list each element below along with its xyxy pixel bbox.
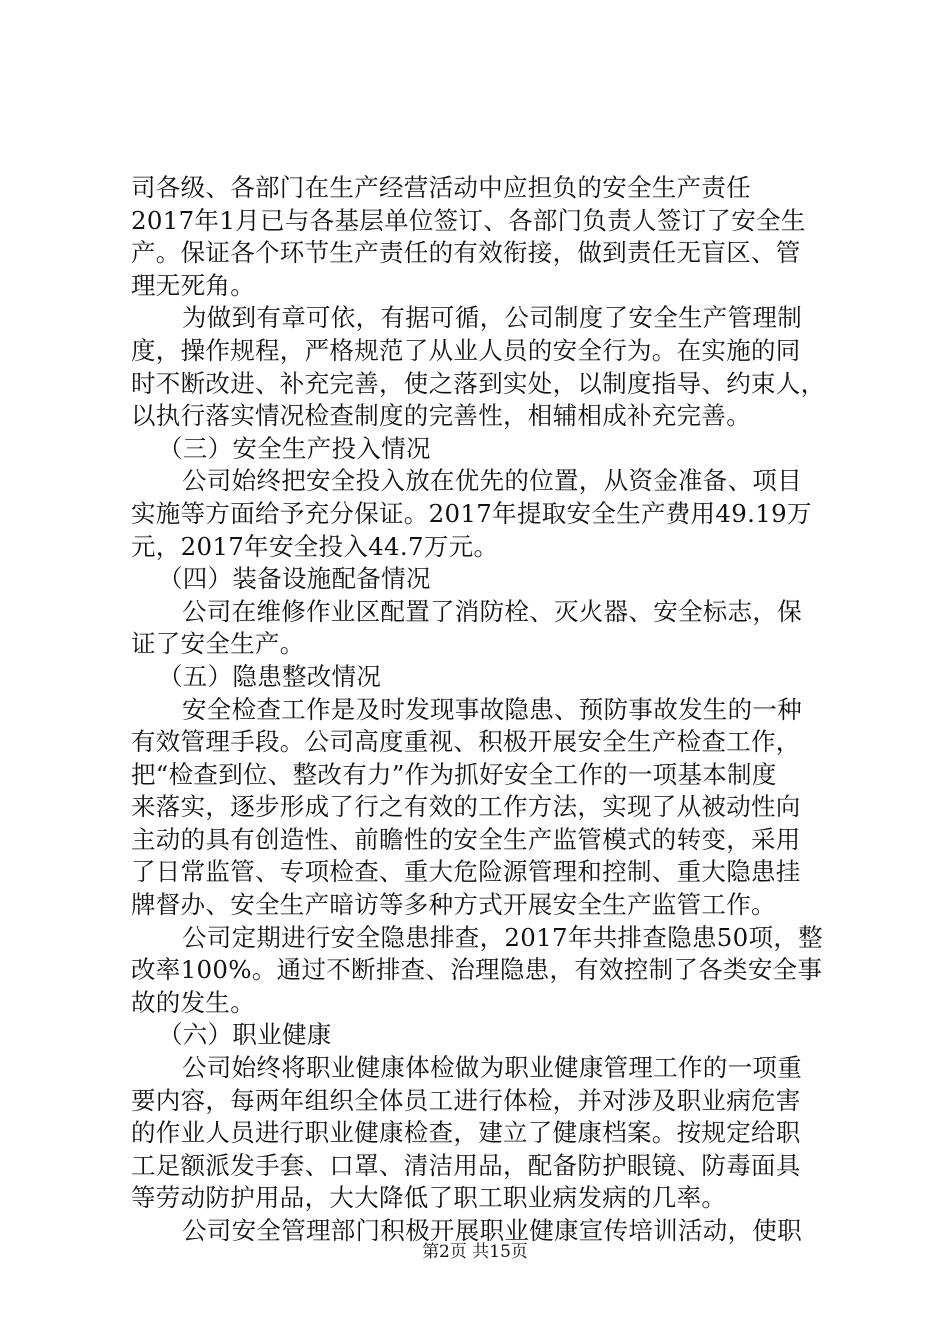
- text-line: 要内容，每两年组织全体员工进行体检，并对涉及职业病危害: [131, 1085, 801, 1115]
- paragraph-start-line: 公司始终将职业健康体检做为职业健康管理工作的一项重: [182, 1053, 802, 1083]
- text-line: 来落实，逐步形成了行之有效的工作方法，实现了从被动性向: [131, 792, 801, 822]
- text-line: 时不断改进、补充完善，使之落到实处，以制度指导、约束人，: [131, 368, 826, 398]
- text-line: 实施等方面给予充分保证。2017年提取安全生产费用49.19万: [131, 498, 812, 528]
- text-line: 牌督办、安全生产暗访等多种方式开展安全生产监管工作。: [131, 890, 776, 920]
- paragraph-start-line: 公司定期进行安全隐患排查，2017年共排查隐患50项，整: [182, 922, 823, 952]
- text-line: 工足额派发手套、口罩、清洁用品，配备防护眼镜、防毒面具: [131, 1150, 801, 1180]
- paragraph-start-line: 公司安全管理部门积极开展职业健康宣传培训活动，使职: [182, 1216, 802, 1245]
- text-line: 主动的具有创造性、前瞻性的安全生产监管模式的转变，采用: [131, 824, 801, 854]
- text-line: 的作业人员进行职业健康检查，建立了健康档案。按规定给职: [131, 1118, 801, 1148]
- page-footer: 第2页 共15页: [422, 1242, 528, 1262]
- text-line: 等劳动防护用品，大大降低了职工职业病发病的几率。: [131, 1183, 727, 1213]
- text-line: 司各级、各部门在生产经营活动中应担负的安全生产责任: [131, 173, 751, 202]
- text-line: 度，操作规程，严格规范了从业人员的安全行为。在实施的同: [131, 335, 801, 365]
- text-line: 故的发生。: [131, 987, 255, 1017]
- section-heading: （三）安全生产投入情况: [158, 433, 431, 463]
- text-line: 有效管理手段。公司高度重视、积极开展安全生产检查工作，: [131, 727, 801, 757]
- text-line: 元，2017年安全投入44.7万元。: [131, 531, 499, 561]
- section-heading: （五）隐患整改情况: [158, 661, 382, 691]
- text-line: 2017年1月已与各基层单位签订、各部门负责人签订了安全生: [131, 205, 806, 235]
- text-line: 把“检查到位、整改有力”作为抓好安全工作的一项基本制度: [131, 759, 777, 789]
- section-heading: （四）装备设施配备情况: [158, 564, 431, 594]
- text-line: 产。保证各个环节生产责任的有效衔接，做到责任无盲区、管: [131, 238, 801, 268]
- body-text: [131, 172, 831, 1248]
- text-line: 了日常监管、专项检查、重大危险源管理和控制、重大隐患挂: [131, 857, 801, 887]
- text-line: 以执行落实情况检查制度的完善性，相辅相成补充完善。: [131, 401, 751, 431]
- paragraph-start-line: 公司始终把安全投入放在优先的位置，从资金准备、项目: [182, 466, 802, 496]
- paragraph-start-line: 公司在维修作业区配置了消防栓、灭火器、安全标志，保: [182, 596, 802, 626]
- paragraph-start-line: 安全检查工作是及时发现事故隐患、预防事故发生的一种: [182, 694, 802, 724]
- text-line: 改率100%。通过不断排查、治理隐患，有效控制了各类安全事: [131, 955, 823, 985]
- section-heading: （六）职业健康: [158, 1020, 332, 1050]
- paragraph-start-line: 为做到有章可依，有据可循，公司制度了安全生产管理制: [182, 303, 802, 333]
- text-line: 证了安全生产。: [131, 629, 305, 659]
- text-line: 理无死角。: [131, 270, 255, 300]
